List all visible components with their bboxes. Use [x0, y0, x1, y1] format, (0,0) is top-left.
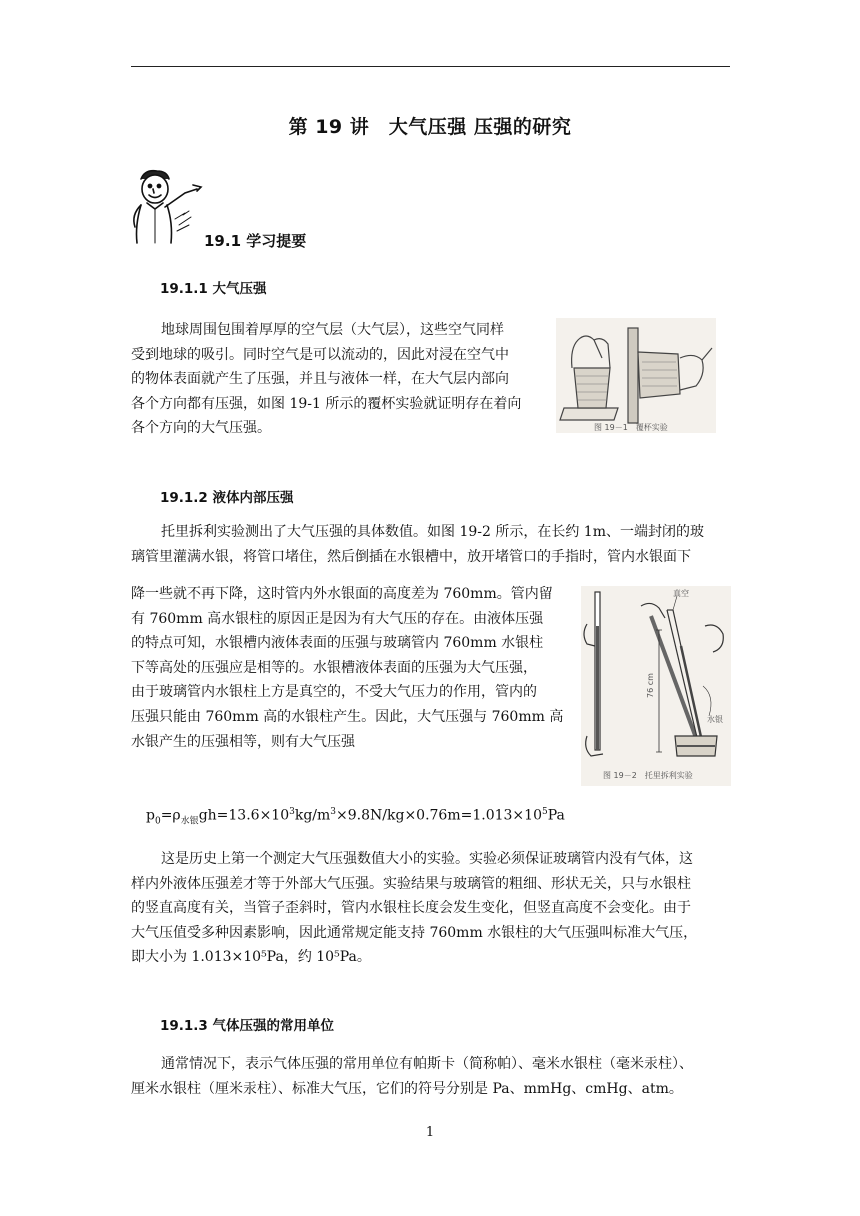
formula-exp: 5 — [541, 807, 548, 817]
text-line: 托里拆利实验测出了大气压强的具体数值。如图 19-2 所示，在长约 1m、一端封闭的玻 — [161, 524, 704, 540]
text-line: 各个方向的大气压强。 — [131, 420, 271, 437]
text-line: 降一些就不再下降，这时管内外水银面的高度差为 760mm。管内留 — [131, 586, 553, 602]
text-line: 璃管里灌满水银，将管口堵住，然后倒插在水银槽中，放开堵管口的手指时，管内水银面下 — [131, 548, 691, 565]
text-line: 大气压值受多种因素影响，因此通常规定能支持 760mm 水银柱的大气压强叫标准大气压， — [131, 924, 698, 941]
text-line: 受到地球的吸引。同时空气是可以流动的，因此对浸在空气中 — [131, 346, 509, 363]
text-line: 这是历史上第一个测定大气压强数值大小的实验。实验必须保证玻璃管内没有气体，这 — [161, 851, 693, 867]
text-line: 厘米水银柱（厘米汞柱）、标准大气压，它们的符号分别是 Pa、mmHg、cmHg、atm。 — [131, 1080, 683, 1097]
text-line: 的特点可知，水银槽内液体表面的压强与玻璃管内 760mm 水银柱 — [131, 635, 544, 652]
figure-inverted-cup — [556, 318, 716, 433]
text-line: 即大小为 1.013×10⁵Pa，约 10⁵Pa。 — [131, 949, 371, 966]
figure-caption-19-1: 图 19－1 覆杯实验 — [594, 423, 668, 432]
formula-part: gh=13.6×10 — [198, 807, 290, 824]
page-number: 1 — [425, 1125, 435, 1140]
formula-part: =ρ — [160, 807, 181, 824]
text-line: 通常情况下，表示气体压强的常用单位有帕斯卡（简称帕）、毫米水银柱（毫米汞柱）、 — [161, 1056, 693, 1072]
paragraph-atmospheric-pressure — [131, 318, 551, 441]
pointing-man-illustration — [127, 165, 205, 245]
header-rule — [131, 66, 730, 67]
text-line: 有 760mm 高水银柱的原因正是因为有大气压的存在。由液体压强 — [131, 610, 544, 627]
formula-part: kg/m — [294, 807, 331, 824]
text-line: 由于玻璃管内水银柱上方是真空的，不受大气压力的作用，管内的 — [131, 684, 537, 701]
section-heading: 19.1 学习提要 — [204, 232, 307, 250]
formula-sub: 水银 — [180, 816, 199, 827]
formula-sub: 0 — [154, 816, 161, 827]
formula-symbol: p — [146, 807, 155, 824]
figure-caption-19-2: 图 19－2 托里拆利实验 — [603, 771, 693, 780]
subsection-heading-3: 19.1.3 气体压强的常用单位 — [160, 1018, 335, 1034]
paragraph-pressure-units — [131, 1052, 731, 1101]
paragraph-torricelli-intro — [131, 520, 731, 569]
label-76cm: 76 cm — [646, 673, 655, 698]
formula-part: Pa — [547, 807, 565, 824]
figure-torricelli-experiment — [581, 586, 731, 786]
formula-exp: 3 — [289, 807, 295, 817]
subsection-heading-1: 19.1.1 大气压强 — [160, 281, 267, 297]
text-line: 下等高处的压强应是相等的。水银槽液体表面的压强为大气压强， — [131, 659, 537, 676]
paragraph-torricelli-body — [131, 582, 576, 754]
page-title: 第 19 讲 大气压强 压强的研究 — [288, 116, 572, 138]
text-line: 各个方向都有压强，如图 19-1 所示的覆杯实验就证明存在着向 — [131, 395, 522, 412]
text-line: 样内外液体压强差才等于外部大气压强。实验结果与玻璃管的粗细、形状无关，只与水银柱 — [131, 875, 691, 892]
formula-exp: 3 — [330, 807, 337, 817]
text-line: 地球周围包围着厚厚的空气层（大气层），这些空气同样 — [161, 322, 504, 338]
text-line: 的物体表面就产生了压强，并且与液体一样，在大气层内部向 — [131, 371, 509, 388]
subsection-heading-2: 19.1.2 液体内部压强 — [160, 490, 294, 506]
pressure-formula — [146, 807, 565, 826]
label-mercury: 水银 — [707, 715, 723, 724]
text-line: 压强只能由 760mm 高的水银柱产生。因此，大气压强与 760mm 高 — [131, 708, 564, 725]
formula-part: ×9.8N/kg×0.76m=1.013×10 — [336, 807, 542, 824]
paragraph-torricelli-conclusion — [131, 847, 731, 970]
text-line: 水银产生的压强相等，则有大气压强 — [131, 733, 355, 750]
label-vacuum: 真空 — [673, 589, 689, 598]
text-line: 的竖直高度有关，当管子歪斜时，管内水银柱长度会发生变化，但竖直高度不会变化。由于 — [131, 900, 691, 917]
